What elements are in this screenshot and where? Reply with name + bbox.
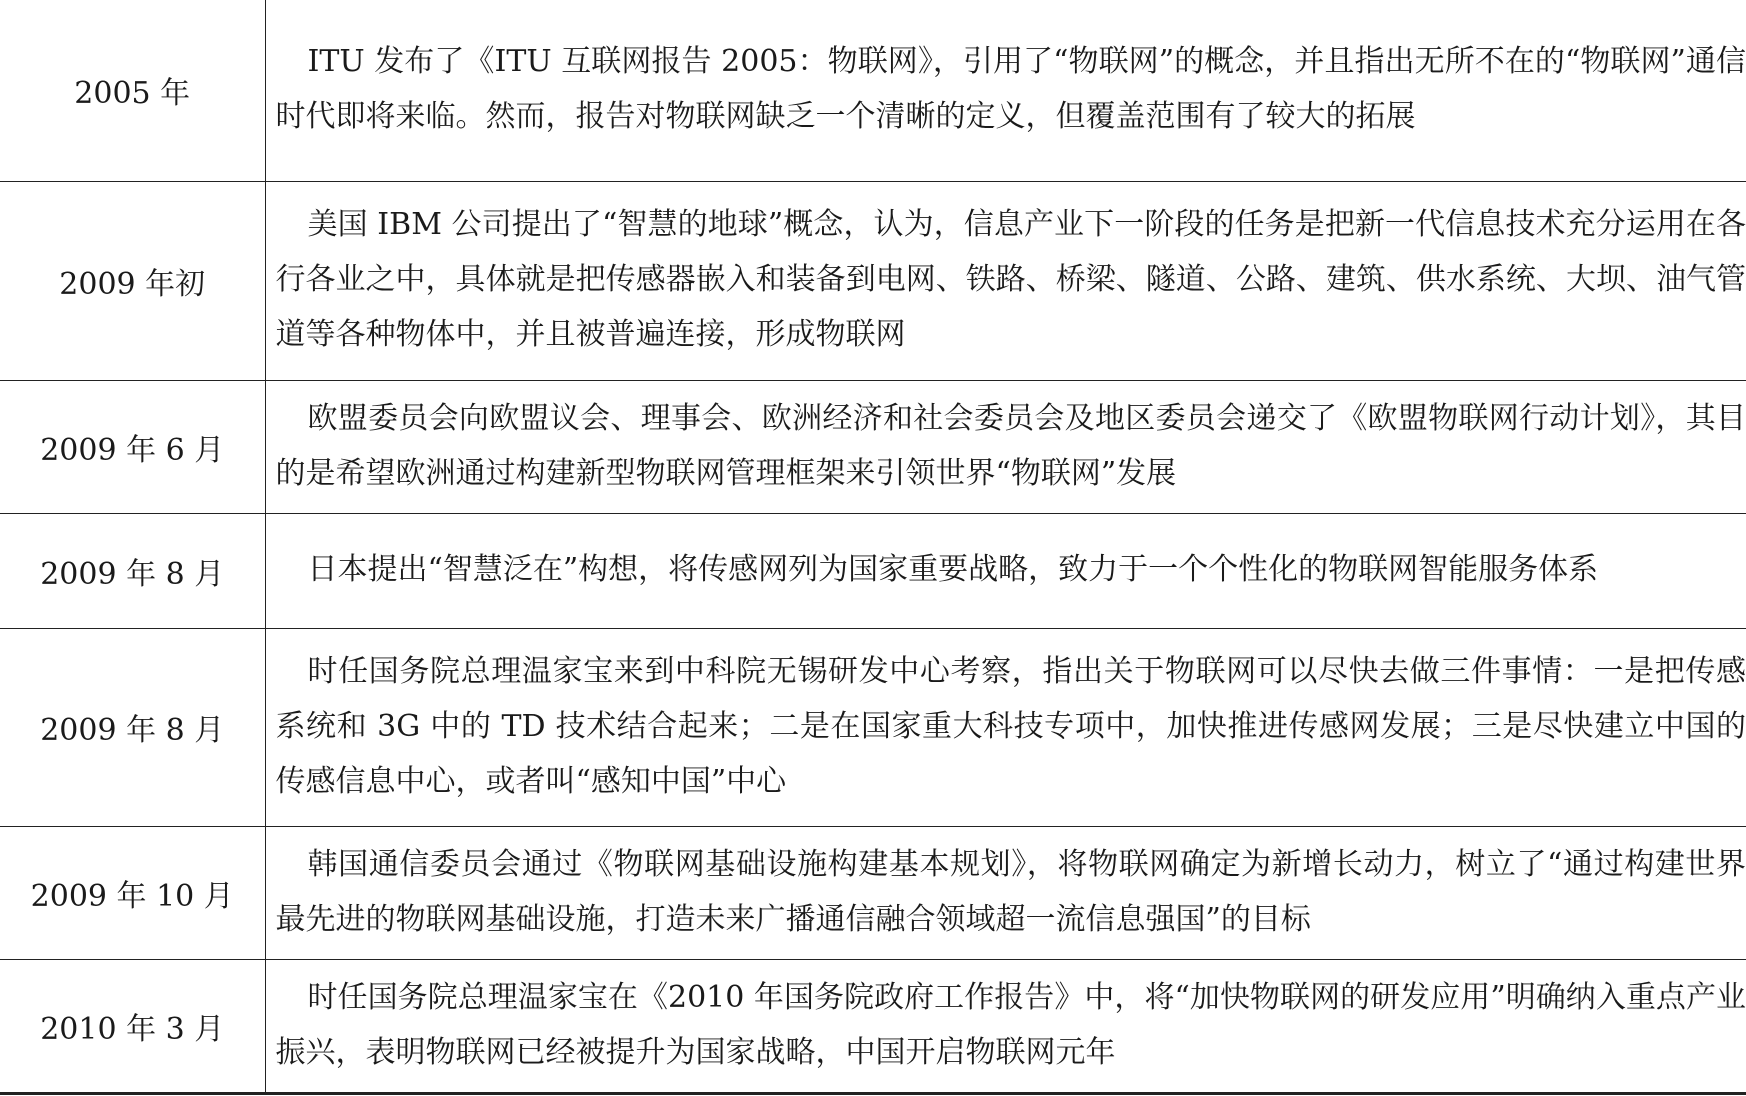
table-row [0, 513, 1746, 628]
description-cell: 日本提出“智慧泛在”构想，将传感网列为国家重要战略，致力于一个个性化的物联网智能服务体系 [265, 513, 1746, 628]
date-cell: 2009 年初 [0, 181, 265, 380]
description-cell: 时任国务院总理温家宝来到中科院无锡研发中心考察，指出关于物联网可以尽快去做三件事情：一是把传感系统和 3G 中的 TD 技术结合起来；二是在国家重大科技专项中，加快推进传感网发展；三是尽快建立中国的传感信息中心，或者叫“感知中国”中心 [265, 628, 1746, 826]
table-row [0, 959, 1746, 1093]
date-cell: 2009 年 10 月 [0, 826, 265, 959]
table-row [0, 0, 1746, 181]
table-row [0, 181, 1746, 380]
description-cell: 时任国务院总理温家宝在《2010 年国务院政府工作报告》中，将“加快物联网的研发应用”明确纳入重点产业振兴，表明物联网已经被提升为国家战略，中国开启物联网元年 [265, 959, 1746, 1093]
date-cell: 2005 年 [0, 0, 265, 181]
table-row [0, 380, 1746, 513]
table-row [0, 826, 1746, 959]
description-cell: ITU 发布了《ITU 互联网报告 2005：物联网》，引用了“物联网”的概念，并且指出无所不在的“物联网”通信时代即将来临。然而，报告对物联网缺乏一个清晰的定义，但覆盖范围有了较大的拓展 [275, 44, 1746, 135]
description-cell: 欧盟委员会向欧盟议会、理事会、欧洲经济和社会委员会及地区委员会递交了《欧盟物联网行动计划》，其目的是希望欧洲通过构建新型物联网管理框架来引领世界“物联网”发展 [265, 380, 1746, 513]
description-cell: 美国 IBM 公司提出了“智慧的地球”概念，认为，信息产业下一阶段的任务是把新一代信息技术充分运用在各行各业之中，具体就是把传感器嵌入和装备到电网、铁路、桥梁、隧道、公路、建筑、供水系统、大坝、油气管道等各种物体中，并且被普遍连接，形成物联网 [265, 181, 1746, 380]
table-row [0, 628, 1746, 826]
date-cell: 2009 年 8 月 [0, 628, 265, 826]
date-cell: 2010 年 3 月 [0, 959, 265, 1093]
date-cell: 2009 年 6 月 [0, 380, 265, 513]
description-cell: 韩国通信委员会通过《物联网基础设施构建基本规划》，将物联网确定为新增长动力，树立了“通过构建世界最先进的物联网基础设施，打造未来广播通信融合领域超一流信息强国”的目标 [265, 826, 1746, 959]
date-cell: 2009 年 8 月 [0, 513, 265, 628]
